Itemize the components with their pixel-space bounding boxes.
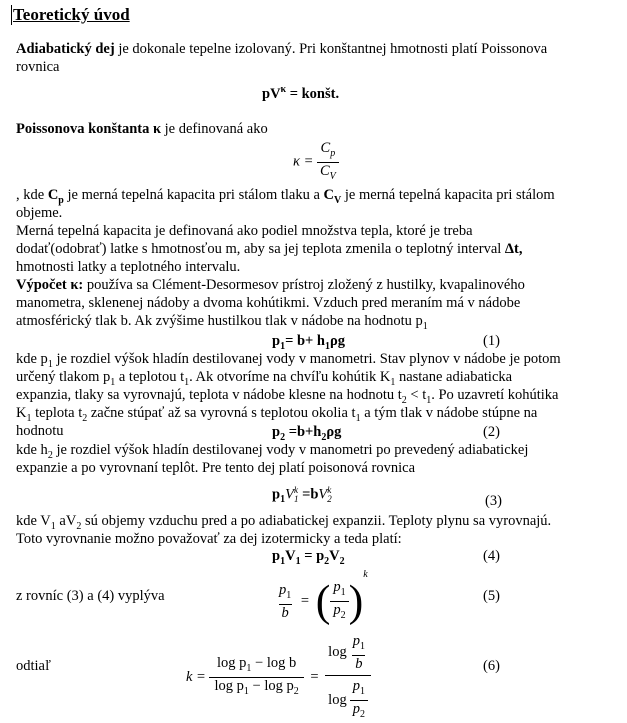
text-cursor <box>11 5 12 25</box>
t: dodať(odobrať) latke s hmotnosťou m, aby sa jej teplota zmenila o teplotný interval <box>16 241 505 257</box>
sub: 1 <box>110 376 116 388</box>
equation-5-number: (5) <box>483 588 500 604</box>
t: a tým tlak v nádobe stúpne na <box>360 405 538 421</box>
kappa-term: Poissonova konštanta κ <box>16 121 162 137</box>
t: p <box>272 333 281 349</box>
t: = p <box>300 548 325 564</box>
t: p <box>352 677 360 694</box>
t: log <box>328 644 347 661</box>
equation-5 <box>276 566 368 624</box>
sub: 1 <box>26 412 32 424</box>
t: p <box>272 548 281 564</box>
cp-cv-line-1 <box>16 187 555 209</box>
sub: 1 <box>293 494 299 504</box>
cp-num: C <box>320 140 331 156</box>
eq-const: = konšt. <box>286 85 340 102</box>
sub: 1 <box>340 587 346 599</box>
state-line-5: hodnotu <box>16 423 64 439</box>
t: p <box>333 579 341 596</box>
sub: 2 <box>401 394 407 406</box>
heat-capacity-line-2 <box>16 241 522 259</box>
t: b <box>279 604 292 622</box>
poisson-equation <box>262 81 339 103</box>
t: = b+ h <box>285 333 325 349</box>
t: log p <box>214 678 244 695</box>
sub: 1 <box>280 340 286 352</box>
t: určený tlakom p <box>16 369 111 385</box>
t: . Ak otvoríme na chvíľu kohútik K <box>189 369 391 385</box>
kappa-definition-line <box>16 121 268 139</box>
cp-num-sub: p <box>330 147 336 159</box>
kappa-text: je definovaná ako <box>161 121 268 137</box>
sub: 2 <box>76 520 82 532</box>
kappa-fraction <box>317 140 339 185</box>
page-title: Teoretický úvod <box>13 5 130 24</box>
sub: 1 <box>243 686 249 698</box>
sub: 2 <box>339 555 345 567</box>
t: k = <box>186 669 206 686</box>
t: b <box>352 655 365 673</box>
adiabatic-line-1 <box>16 41 547 59</box>
t: a teplotou t <box>115 369 185 385</box>
t: V <box>318 486 328 503</box>
adiabatic-line-2: rovnica <box>16 59 60 75</box>
sub: 1 <box>280 494 286 506</box>
sub: 2 <box>47 449 53 461</box>
volumes-line-2: Toto vyrovnanie možno považovať za dej izotermicky a teda platí: <box>16 531 402 547</box>
t: je rozdiel výšok hladín destilovanej vody v manometri. Stav plynov v nádobe je potom <box>52 351 561 367</box>
sub: 1 <box>47 358 53 370</box>
t: kde p <box>16 351 48 367</box>
t: . Po uzavretí kohútika <box>431 387 559 403</box>
right-paren: ) <box>348 576 364 626</box>
sub: 1 <box>295 555 301 567</box>
sub: 2 <box>327 494 332 504</box>
sub: 1 <box>50 520 56 532</box>
cv-sub: V <box>334 194 342 206</box>
left-paren: ( <box>315 576 331 626</box>
equation-2-number: (2) <box>483 424 500 440</box>
t: sú objemy vzduchu pred a po adiabatickej expanzii. Teploty plynu sa vyrovnajú. <box>81 513 552 529</box>
equation-6 <box>186 633 371 723</box>
eq-kappa-sup: κ <box>280 84 287 95</box>
kappa-lhs: κ = <box>293 153 314 170</box>
sub: 1 <box>359 640 365 652</box>
sub: 1 <box>355 412 361 424</box>
sup: k <box>363 569 368 580</box>
sup: k <box>327 485 332 495</box>
sub: 2 <box>280 431 286 443</box>
t: atmosférický tlak b. Ak zvýšime hustilkou tlak v nádobe na hodnotu p <box>16 313 423 329</box>
delta-t: Δt, <box>504 241 523 257</box>
sub: 1 <box>286 589 292 601</box>
t: p <box>333 602 341 619</box>
t: p <box>352 700 360 717</box>
from-equations-text: z rovníc (3) a (4) vyplýva <box>16 588 165 604</box>
t: V <box>285 486 294 503</box>
t: K <box>16 405 27 421</box>
adiabatic-text: je dokonale tepelne izolovaný. Pri konštantnej hmotnosti platí Poissonova <box>114 41 548 57</box>
sub: 2 <box>82 412 88 424</box>
t: = <box>300 592 310 609</box>
t: =b <box>298 486 319 503</box>
expansion-line-2: expanzie a po vyrovnaní teplôt. Pre tento dej platí poisonová rovnica <box>16 460 416 476</box>
t: p <box>279 581 287 598</box>
hence-text: odtiaľ <box>16 658 51 674</box>
t: aV <box>55 513 77 529</box>
sub: 1 <box>184 376 190 388</box>
cv-den-sub: V <box>329 170 336 182</box>
equation-1-number: (1) <box>483 333 500 349</box>
heat-capacity-line-3: hmotnosti latky a teplotného intervalu. <box>16 259 241 275</box>
t: =b+h <box>285 424 322 440</box>
sub: 1 <box>426 394 432 406</box>
cp-cv-line-2: objeme. <box>16 205 63 221</box>
eq-pv: pV <box>262 85 281 102</box>
t: V <box>285 548 296 564</box>
cv-den: C <box>320 162 330 179</box>
t: nastane adiabaticka <box>395 369 513 385</box>
calc-line-2: manometra, sklenenej nádoby a dvoma kohútikmi. Vzduch pred meraním má v nádobe <box>16 295 521 311</box>
eq6-ratio-fraction <box>325 633 371 723</box>
t: = <box>310 669 319 686</box>
heat-capacity-line-1: Merná tepelná kapacita je definovaná ako podiel množstva tepla, ktoré je treba <box>16 223 473 239</box>
t: p <box>352 633 360 649</box>
t: ρg <box>326 424 342 440</box>
equation-3-number: (3) <box>485 493 502 509</box>
eq6-log-fraction <box>209 655 303 700</box>
cp-sub: p <box>58 194 64 206</box>
t: ρg <box>329 333 345 349</box>
sub: 2 <box>321 431 327 443</box>
sub: 1 <box>246 663 252 675</box>
sup: k <box>293 485 298 495</box>
equation-3 <box>272 486 332 509</box>
sub: 2 <box>340 610 346 622</box>
eq5-left-fraction <box>276 582 294 622</box>
sub: 1 <box>359 685 365 697</box>
t: − log p <box>248 678 294 695</box>
t: kde h <box>16 442 48 458</box>
t: log <box>328 691 347 708</box>
adiabatic-term: Adiabatický dej <box>16 41 115 57</box>
kappa-formula <box>293 140 339 185</box>
equation-6-number: (6) <box>483 658 500 674</box>
t: , kde <box>16 187 48 203</box>
calc-line-1 <box>16 277 525 295</box>
eq5-right-fraction <box>330 579 348 624</box>
t: kde V <box>16 513 51 529</box>
t: expanzia, tlaky sa vyrovnajú, teplota v nádobe klesne na hodnotu t <box>16 387 402 403</box>
cp: C <box>47 187 59 203</box>
t: log p <box>216 655 247 672</box>
t: začne stúpať až sa vyrovná s teplotou okolia t <box>87 405 356 421</box>
t: je rozdiel výšok hladín destilovanej vody v manometri po prevedený adiabatickej <box>52 442 529 458</box>
calc-term: Výpočet κ: <box>16 277 84 293</box>
sub: 2 <box>359 708 365 720</box>
t: p <box>272 486 281 503</box>
sub: 1 <box>390 376 396 388</box>
t: p <box>272 424 281 440</box>
sub: 1 <box>422 320 428 332</box>
cv: C <box>323 187 335 203</box>
sub: 2 <box>324 555 330 567</box>
t: teplota t <box>31 405 83 421</box>
t: používa sa Clément-Desormesov prístroj zložený z hustilky, kvapalinového <box>83 277 525 293</box>
t: − log b <box>251 655 297 672</box>
equation-4-number: (4) <box>483 548 500 564</box>
t: je merná tepelná kapacita pri stálom <box>341 187 555 203</box>
sub: 1 <box>280 555 286 567</box>
t: V <box>329 548 340 564</box>
t: je merná tepelná kapacita pri stálom tlaku a <box>63 187 324 203</box>
t: < t <box>406 387 427 403</box>
calc-line-3 <box>16 313 428 335</box>
sub: 2 <box>293 686 299 698</box>
sub: 1 <box>324 340 330 352</box>
